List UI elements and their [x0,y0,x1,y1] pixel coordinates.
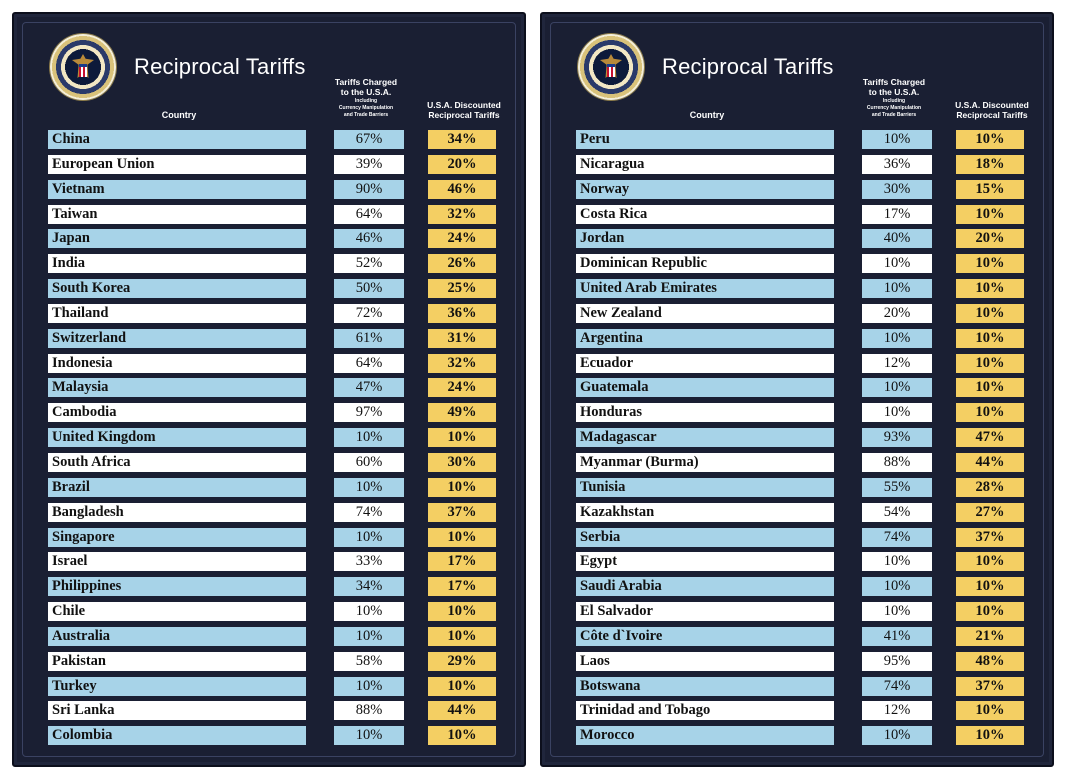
table-row [576,252,1036,277]
table-row [48,153,508,178]
discounted-tariff-cell: 27% [956,503,1024,522]
discounted-tariff-cell: 10% [428,528,496,547]
discounted-tariff-cell: 36% [428,304,496,323]
charged-tariff-cell: 34% [334,577,404,596]
discounted-tariff-cell: 31% [428,329,496,348]
discounted-tariff-cell: 10% [956,130,1024,149]
discounted-tariff-cell: 24% [428,229,496,248]
charged-header-sub1: Including [882,98,906,104]
country-cell: Sri Lanka [48,701,306,720]
table-row [576,426,1036,451]
table-row [48,476,508,501]
discounted-header-line1: U.S.A. Discounted [955,100,1029,110]
charged-tariff-cell: 10% [862,329,932,348]
country-cell: Egypt [576,552,834,571]
country-cell: Tunisia [576,478,834,497]
table-row [576,128,1036,153]
table-row [576,699,1036,724]
charged-tariff-cell: 10% [862,254,932,273]
discounted-tariff-cell: 10% [428,478,496,497]
discounted-tariff-cell: 29% [428,652,496,671]
discounted-tariff-cell: 10% [956,726,1024,745]
discounted-tariff-cell: 21% [956,627,1024,646]
table-row [48,575,508,600]
country-cell: Guatemala [576,378,834,397]
country-cell: Cambodia [48,403,306,422]
discounted-tariff-cell: 30% [428,453,496,472]
table-row [48,625,508,650]
country-cell: Malaysia [48,378,306,397]
country-cell: Turkey [48,677,306,696]
discounted-tariff-cell: 10% [956,552,1024,571]
presidential-seal-icon [578,34,644,100]
table-row [576,451,1036,476]
discounted-tariff-cell: 34% [428,130,496,149]
charged-tariff-cell: 74% [862,528,932,547]
table-row [48,600,508,625]
left-tariff-panel [12,12,526,767]
country-cell: Argentina [576,329,834,348]
charged-tariff-cell: 55% [862,478,932,497]
country-cell: Vietnam [48,180,306,199]
panel-title: Reciprocal Tariffs [662,54,834,79]
table-row [48,252,508,277]
table-row [48,401,508,426]
charged-header-sub2: Currency Manipulation [866,105,922,111]
charged-tariff-cell: 10% [862,279,932,298]
table-row [576,550,1036,575]
charged-tariff-cell: 74% [862,677,932,696]
charged-tariff-cell: 10% [862,726,932,745]
charged-tariff-cell: 40% [862,229,932,248]
discounted-tariff-cell: 37% [428,503,496,522]
charged-tariff-cell: 67% [334,130,404,149]
table-row [48,426,508,451]
charged-tariff-cell: 30% [862,180,932,199]
charged-tariff-cell: 46% [334,229,404,248]
panel-title: Reciprocal Tariffs [134,54,306,79]
discounted-tariff-cell: 10% [428,602,496,621]
discounted-tariff-cell: 17% [428,552,496,571]
table-row [576,203,1036,228]
charged-tariff-cell: 64% [334,354,404,373]
discounted-header-line1: U.S.A. Discounted [427,100,501,110]
charged-header-sub1: Including [354,98,378,104]
country-cell: Myanmar (Burma) [576,453,834,472]
charged-tariff-cell: 10% [334,627,404,646]
charged-tariff-cell: 10% [334,677,404,696]
country-cell: European Union [48,155,306,174]
discounted-tariff-cell: 25% [428,279,496,298]
discounted-tariff-cell: 46% [428,180,496,199]
country-cell: Saudi Arabia [576,577,834,596]
right-tariff-table [576,128,1036,749]
table-row [576,178,1036,203]
discounted-tariff-cell: 10% [956,304,1024,323]
table-row [576,501,1036,526]
country-cell: Botswana [576,677,834,696]
charged-tariff-cell: 61% [334,329,404,348]
discounted-tariff-cell: 10% [956,254,1024,273]
charged-tariff-cell: 47% [334,378,404,397]
discounted-tariff-cell: 44% [956,453,1024,472]
discounted-tariff-cell: 26% [428,254,496,273]
discounted-tariff-cell: 24% [428,378,496,397]
country-cell: Norway [576,180,834,199]
table-row [48,451,508,476]
discounted-column-header [943,100,1041,120]
discounted-tariff-cell: 10% [956,602,1024,621]
country-cell: Serbia [576,528,834,547]
table-row [48,203,508,228]
charged-tariff-cell: 10% [862,602,932,621]
table-row [48,178,508,203]
charged-tariff-cell: 12% [862,701,932,720]
charged-tariff-cell: 50% [334,279,404,298]
table-row [576,376,1036,401]
country-cell: El Salvador [576,602,834,621]
table-row [576,675,1036,700]
discounted-tariff-cell: 10% [956,378,1024,397]
charged-tariff-cell: 20% [862,304,932,323]
country-cell: South Korea [48,279,306,298]
country-cell: New Zealand [576,304,834,323]
discounted-tariff-cell: 28% [956,478,1024,497]
charged-header-sub3: and Trade Barriers [871,112,917,118]
table-row [576,625,1036,650]
table-row [48,128,508,153]
country-column-header: Country [161,110,197,120]
country-cell: Costa Rica [576,205,834,224]
right-tariff-panel [540,12,1054,767]
discounted-tariff-cell: 15% [956,180,1024,199]
country-cell: Bangladesh [48,503,306,522]
table-row [576,575,1036,600]
charged-tariff-cell: 10% [334,478,404,497]
table-row [48,501,508,526]
country-cell: Singapore [48,528,306,547]
discounted-tariff-cell: 49% [428,403,496,422]
discounted-tariff-cell: 48% [956,652,1024,671]
discounted-header-line2: Reciprocal Tariffs [956,110,1028,120]
table-row [48,550,508,575]
country-cell: China [48,130,306,149]
discounted-tariff-cell: 17% [428,577,496,596]
table-row [48,302,508,327]
charged-tariff-cell: 10% [862,403,932,422]
table-row [48,277,508,302]
table-row [576,401,1036,426]
charged-tariff-cell: 97% [334,403,404,422]
table-row [576,650,1036,675]
discounted-tariff-cell: 10% [956,329,1024,348]
discounted-tariff-cell: 10% [428,726,496,745]
country-cell: Indonesia [48,354,306,373]
country-cell: Peru [576,130,834,149]
discounted-tariff-cell: 20% [428,155,496,174]
country-cell: Pakistan [48,652,306,671]
charged-tariff-cell: 54% [862,503,932,522]
country-cell: Côte d`Ivoire [576,627,834,646]
charged-tariff-cell: 10% [862,552,932,571]
country-cell: India [48,254,306,273]
country-cell: Dominican Republic [576,254,834,273]
discounted-tariff-cell: 18% [956,155,1024,174]
charged-tariff-cell: 60% [334,453,404,472]
table-row [48,376,508,401]
table-row [576,600,1036,625]
table-row [48,227,508,252]
discounted-tariff-cell: 10% [956,577,1024,596]
table-row [48,526,508,551]
discounted-tariff-cell: 10% [428,428,496,447]
country-cell: Japan [48,229,306,248]
charged-tariff-cell: 90% [334,180,404,199]
discounted-tariff-cell: 47% [956,428,1024,447]
discounted-tariff-cell: 10% [428,627,496,646]
country-cell: Madagascar [576,428,834,447]
table-row [576,277,1036,302]
charged-tariff-cell: 72% [334,304,404,323]
charged-tariff-cell: 10% [862,577,932,596]
charged-tariff-cell: 88% [862,453,932,472]
country-cell: Trinidad and Tobago [576,701,834,720]
charged-column-header [854,77,934,118]
discounted-tariff-cell: 10% [956,205,1024,224]
country-cell: Kazakhstan [576,503,834,522]
country-cell: Israel [48,552,306,571]
country-cell: Nicaragua [576,155,834,174]
charged-tariff-cell: 10% [862,378,932,397]
table-row [576,352,1036,377]
discounted-header-line2: Reciprocal Tariffs [428,110,500,120]
charged-tariff-cell: 74% [334,503,404,522]
table-row [48,352,508,377]
country-cell: Ecuador [576,354,834,373]
discounted-tariff-cell: 10% [956,701,1024,720]
charged-tariff-cell: 12% [862,354,932,373]
charged-tariff-cell: 41% [862,627,932,646]
charged-header-line1: Tariffs Charged [862,77,926,87]
discounted-tariff-cell: 10% [428,677,496,696]
charged-tariff-cell: 88% [334,701,404,720]
country-cell: United Arab Emirates [576,279,834,298]
table-row [576,327,1036,352]
table-row [576,526,1036,551]
charged-tariff-cell: 10% [334,428,404,447]
table-row [48,650,508,675]
presidential-seal-icon [50,34,116,100]
charged-tariff-cell: 36% [862,155,932,174]
country-cell: Laos [576,652,834,671]
charged-tariff-cell: 33% [334,552,404,571]
country-column-header: Country [689,110,725,120]
charged-header-sub2: Currency Manipulation [338,105,394,111]
discounted-tariff-cell: 44% [428,701,496,720]
table-row [576,302,1036,327]
charged-header-sub3: and Trade Barriers [343,112,389,118]
country-cell: Honduras [576,403,834,422]
charged-tariff-cell: 10% [334,602,404,621]
charged-tariff-cell: 58% [334,652,404,671]
charged-tariff-cell: 10% [334,528,404,547]
table-row [576,227,1036,252]
country-cell: Jordan [576,229,834,248]
table-row [48,724,508,749]
charged-tariff-cell: 10% [334,726,404,745]
charged-tariff-cell: 39% [334,155,404,174]
country-cell: Thailand [48,304,306,323]
country-cell: Chile [48,602,306,621]
charged-tariff-cell: 17% [862,205,932,224]
table-row [48,327,508,352]
country-cell: Switzerland [48,329,306,348]
charged-tariff-cell: 52% [334,254,404,273]
country-cell: Brazil [48,478,306,497]
country-cell: Taiwan [48,205,306,224]
charged-header-line2: to the U.S.A. [868,87,920,97]
discounted-tariff-cell: 37% [956,528,1024,547]
charged-tariff-cell: 10% [862,130,932,149]
country-cell: Philippines [48,577,306,596]
discounted-tariff-cell: 20% [956,229,1024,248]
discounted-column-header [415,100,513,120]
charged-header-line2: to the U.S.A. [340,87,392,97]
charged-tariff-cell: 64% [334,205,404,224]
charged-tariff-cell: 93% [862,428,932,447]
table-row [48,675,508,700]
left-tariff-table [48,128,508,749]
discounted-tariff-cell: 32% [428,354,496,373]
discounted-tariff-cell: 32% [428,205,496,224]
table-row [576,724,1036,749]
country-cell: Australia [48,627,306,646]
charged-column-header [326,77,406,118]
table-row [576,153,1036,178]
country-cell: Colombia [48,726,306,745]
table-row [576,476,1036,501]
charged-tariff-cell: 95% [862,652,932,671]
country-cell: United Kingdom [48,428,306,447]
country-cell: South Africa [48,453,306,472]
discounted-tariff-cell: 10% [956,279,1024,298]
charged-header-line1: Tariffs Charged [334,77,398,87]
discounted-tariff-cell: 10% [956,403,1024,422]
table-row [48,699,508,724]
country-cell: Morocco [576,726,834,745]
discounted-tariff-cell: 37% [956,677,1024,696]
discounted-tariff-cell: 10% [956,354,1024,373]
